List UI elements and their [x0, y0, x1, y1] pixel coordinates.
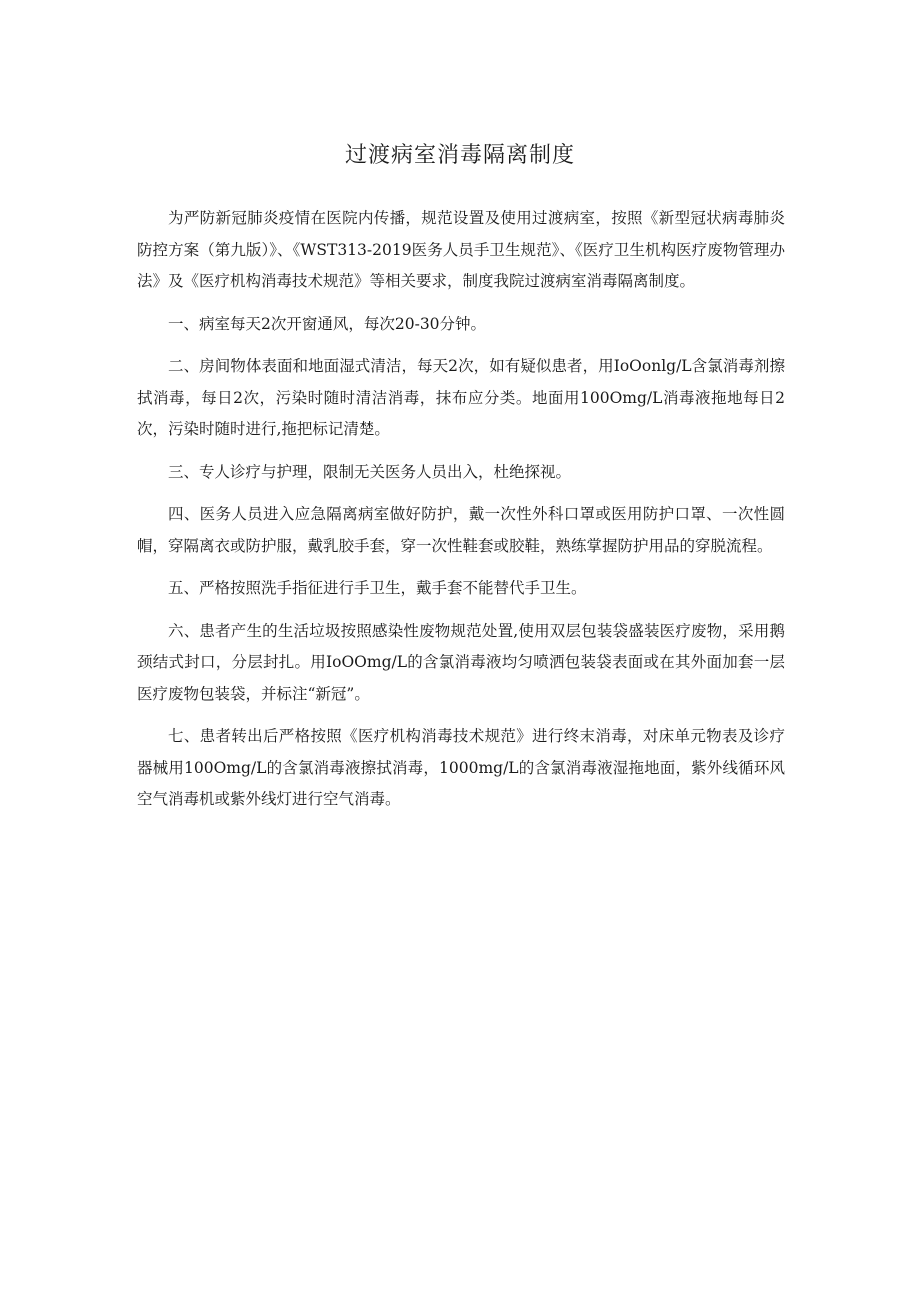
rule-dedicated-staff: 三、专人诊疗与护理，限制无关医务人员出入，杜绝探视。 [168, 462, 572, 481]
document-body [137, 203, 785, 827]
rule-waste-disposal: 六、患者产生的生活垃圾按照感染性废物规范处置,使用双层包装袋盛装医疗废物，采用鹅颈结式封口，分层封扎。用IoOOmg/L的含氯消毒液均匀喷洒包装袋表面或在其外面加套一层医疗废物包装袋，并标注“新冠”。 [137, 621, 785, 703]
intro-paragraph: 为严防新冠肺炎疫情在医院内传播，规范设置及使用过渡病室，按照《新型冠状病毒肺炎防控方案（第九版）》、《WST313-2019医务人员手卫生规范》、《医疗卫生机构医疗废物管理办法》及《医疗机构消毒技术规范》等相关要求，制度我院过渡病室消毒隔离制度。 [137, 209, 785, 290]
rule-ventilation: 一、病室每天2次开窗通风，每次20-30分钟。 [168, 314, 487, 333]
rule-terminal-disinfection: 七、患者转出后严格按照《医疗机构消毒技术规范》进行终末消毒，对床单元物表及诊疗器械用100Omg/L的含氯消毒液擦拭消毒，1000mg/L的含氯消毒液湿拖地面，紫外线循环风空气消毒机或紫外线灯进行空气消毒。 [137, 727, 785, 808]
rule-protection: 四、医务人员进入应急隔离病室做好防护，戴一次性外科口罩或医用防护口罩、一次性圆帽，穿隔离衣或防护服，戴乳胶手套，穿一次性鞋套或胶鞋，熟练掌握防护用品的穿脱流程。 [137, 505, 785, 555]
rule-hand-hygiene: 五、严格按照洗手指征进行手卫生，戴手套不能替代手卫生。 [168, 579, 587, 597]
document-title: 过渡病室消毒隔离制度 [344, 143, 575, 168]
rule-surface-cleaning: 二、房间物体表面和地面湿式清洁，每天2次，如有疑似患者，用IoOonlg/L含氯消毒剂擦拭消毒，每日2次，污染时随时清洁消毒，抹布应分类。地面用100Omg/L消毒液拖地每日2次，污染时随时进行,拖把标记清楚。 [137, 357, 785, 438]
